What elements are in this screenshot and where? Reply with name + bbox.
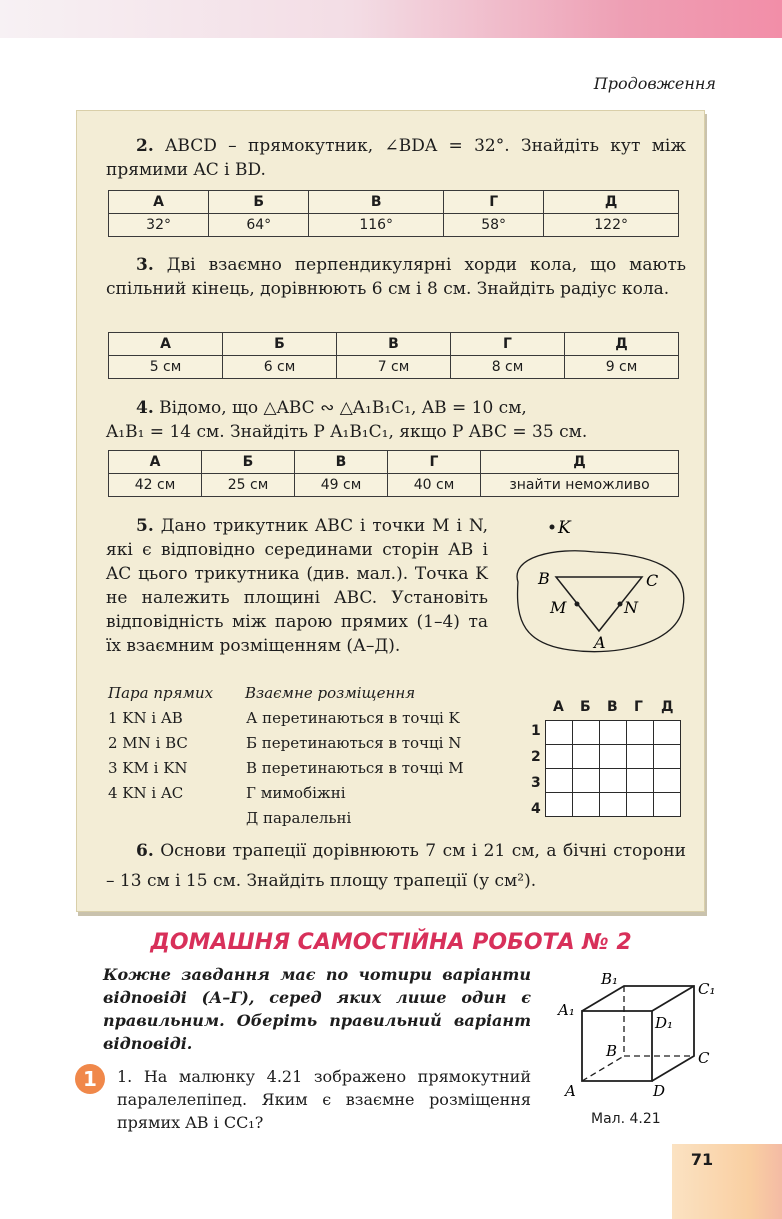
grid-cell[interactable] [546, 769, 573, 793]
parallelepiped-figure [555, 968, 725, 1108]
label-c: C [698, 1049, 710, 1067]
task4-head-b: Б [202, 451, 295, 474]
grid-cell[interactable] [627, 745, 654, 769]
task4-head-a: А [109, 451, 202, 474]
task2-value-g: 58° [444, 214, 544, 237]
pair-1: 1 KN і AB [108, 709, 183, 727]
grid-cell[interactable] [627, 793, 654, 817]
task2-answer-table [108, 190, 679, 237]
task2-head-d: Д [544, 191, 679, 214]
page-number: 71 [690, 1150, 714, 1169]
label-c1: C₁ [698, 980, 716, 998]
task4-answer-table [108, 450, 679, 497]
task2-number: 2. [136, 136, 154, 156]
label-a: A [565, 1082, 576, 1100]
task2-value-v: 116° [309, 214, 444, 237]
grid-cell[interactable] [654, 745, 681, 769]
task3-value-v: 7 см [337, 356, 451, 379]
task3-text [106, 253, 686, 301]
grid-cell[interactable] [600, 721, 627, 745]
task2-value-d: 122° [544, 214, 679, 237]
grid-cell[interactable] [573, 745, 600, 769]
task4-head-d: Д [481, 451, 679, 474]
task3-value-g: 8 см [451, 356, 565, 379]
task-level-badge: 1 [75, 1064, 105, 1094]
grid-row-2: 2 [531, 749, 541, 765]
task2-statement: ABCD – прямокутник, ∠BDA = 32°. Знайдіть кут між прямими AC і BD. [106, 136, 686, 180]
pair-2: 2 MN і BC [108, 734, 188, 752]
task4-head-v: В [295, 451, 388, 474]
task4-value-b: 25 см [202, 474, 295, 497]
grid-col-b: Б [580, 699, 591, 715]
label-a: A [594, 633, 606, 652]
label-d: D [653, 1082, 666, 1100]
task3-head-v: В [337, 333, 451, 356]
grid-col-d: Д [661, 699, 674, 715]
task2-head-g: Г [444, 191, 544, 214]
pairs-list [108, 706, 238, 806]
task6-number: 6. [136, 841, 154, 861]
task6-statement: Основи трапеції дорівнюють 7 см і 21 см, а бічні сторони – 13 см і 15 см. Знайдіть площу трапеції (у см²). [106, 841, 687, 891]
grid-col-a: А [553, 699, 564, 715]
task4-text-line2 [106, 420, 686, 444]
grid-row-1: 1 [531, 723, 541, 739]
figure-caption: Мал. 4.21 [591, 1111, 661, 1127]
grid-cell[interactable] [546, 793, 573, 817]
position-a: А перетинаються в точці K [246, 709, 460, 727]
grid-row-4: 4 [531, 801, 541, 817]
task2-head-a: А [109, 191, 209, 214]
grid-cell[interactable] [546, 721, 573, 745]
grid-cell[interactable] [627, 721, 654, 745]
grid-cell[interactable] [654, 769, 681, 793]
task3-head-g: Г [451, 333, 565, 356]
pair-3: 3 KM і KN [108, 759, 188, 777]
grid-cell[interactable] [654, 721, 681, 745]
answer-grid [545, 720, 681, 817]
task2-head-v: В [309, 191, 444, 214]
grid-cell[interactable] [600, 745, 627, 769]
grid-row-3: 3 [531, 775, 541, 791]
edge-d1c1 [652, 986, 694, 1011]
task4-text [106, 396, 686, 420]
task3-head-a: А [109, 333, 223, 356]
triangle-plane-figure [500, 512, 690, 662]
grid-cell[interactable] [573, 721, 600, 745]
point-k [550, 525, 555, 530]
task4-head-g: Г [388, 451, 481, 474]
task3-value-b: 6 см [223, 356, 337, 379]
positions-list [246, 706, 516, 831]
label-d1: D₁ [655, 1014, 674, 1032]
back-edges [582, 986, 694, 1081]
grid-col-g: Г [634, 699, 643, 715]
point-n [618, 602, 623, 607]
grid-cell[interactable] [573, 793, 600, 817]
position-d: Д паралельні [246, 809, 352, 827]
position-v: В перетинаються в точці M [246, 759, 464, 777]
label-b: B [538, 569, 550, 588]
homework-question-1: 1. На малюнку 4.21 зображено прямокутний паралелепіпед. Яким є взаємне розміщення прямих AB і CC₁? [117, 1067, 531, 1132]
grid-cell[interactable] [627, 769, 654, 793]
pair-4: 4 KN і AC [108, 784, 184, 802]
task4-value-g: 40 см [388, 474, 481, 497]
task5-number: 5. [136, 516, 154, 536]
task2-text [106, 134, 686, 182]
label-k: K [558, 518, 571, 538]
grid-col-v: В [607, 699, 618, 715]
position-b: Б перетинаються в точці N [246, 734, 462, 752]
task4-value-v: 49 см [295, 474, 388, 497]
task3-number: 3. [136, 255, 154, 275]
task4-value-a: 42 см [109, 474, 202, 497]
task3-answer-table [108, 332, 679, 379]
grid-cell[interactable] [600, 793, 627, 817]
task4-line1: Відомо, що △ABC ∾ △A₁B₁C₁, AB = 10 см, [159, 398, 527, 418]
task4-line2: A₁B₁ = 14 см. Знайдіть P A₁B₁C₁, якщо P ABC = 35 см. [106, 422, 588, 442]
task3-head-b: Б [223, 333, 337, 356]
task2-head-b: Б [209, 191, 309, 214]
positions-column-title: Взаємне розміщення [245, 684, 416, 702]
label-a1: A₁ [558, 1001, 575, 1019]
task2-value-b: 64° [209, 214, 309, 237]
task6-text [106, 836, 686, 896]
hidden-edge-ab [582, 1056, 624, 1081]
grid-cell[interactable] [600, 769, 627, 793]
task2-value-a: 32° [109, 214, 209, 237]
grid-cell[interactable] [573, 769, 600, 793]
position-g: Г мимобіжні [246, 784, 346, 802]
label-n: N [624, 598, 638, 617]
pairs-column-title: Пара прямих [108, 684, 214, 702]
continuation-label: Продовження [593, 74, 716, 93]
label-m: M [550, 598, 567, 617]
task5-statement: Дано трикутник ABC і точки M і N, які є відповідно серединами сторін AB і AC цього трикутника (див. мал.). Точка K не належить площині ABC. Установіть відповідність між парою прямих (1–4) та їх взаємним розміщенням (А–Д). [106, 516, 489, 656]
point-m [575, 602, 580, 607]
label-b1: B₁ [601, 970, 619, 988]
task3-head-d: Д [565, 333, 679, 356]
label-c: C [646, 571, 659, 590]
task4-number: 4. [136, 398, 154, 418]
task3-statement: Дві взаємно перпендикулярні хорди кола, що мають спільний кінець, дорівнюють 6 см і 8 см. Знайдіть радіус кола. [106, 255, 686, 299]
homework-intro: Кожне завдання має по чотири варіанти відповіді (А–Г), серед яких лише один є правильним. Оберіть правильний варіант відповіді. [103, 965, 531, 1053]
task4-value-d: знайти неможливо [481, 474, 679, 497]
homework-title: ДОМАШНЯ САМОСТІЙНА РОБОТА № 2 [150, 930, 632, 955]
grid-cell[interactable] [546, 745, 573, 769]
grid-cell[interactable] [654, 793, 681, 817]
label-b: B [606, 1042, 618, 1060]
top-decorative-band [0, 0, 782, 38]
task5-text [106, 514, 488, 658]
task3-value-a: 5 см [109, 356, 223, 379]
task3-value-d: 9 см [565, 356, 679, 379]
